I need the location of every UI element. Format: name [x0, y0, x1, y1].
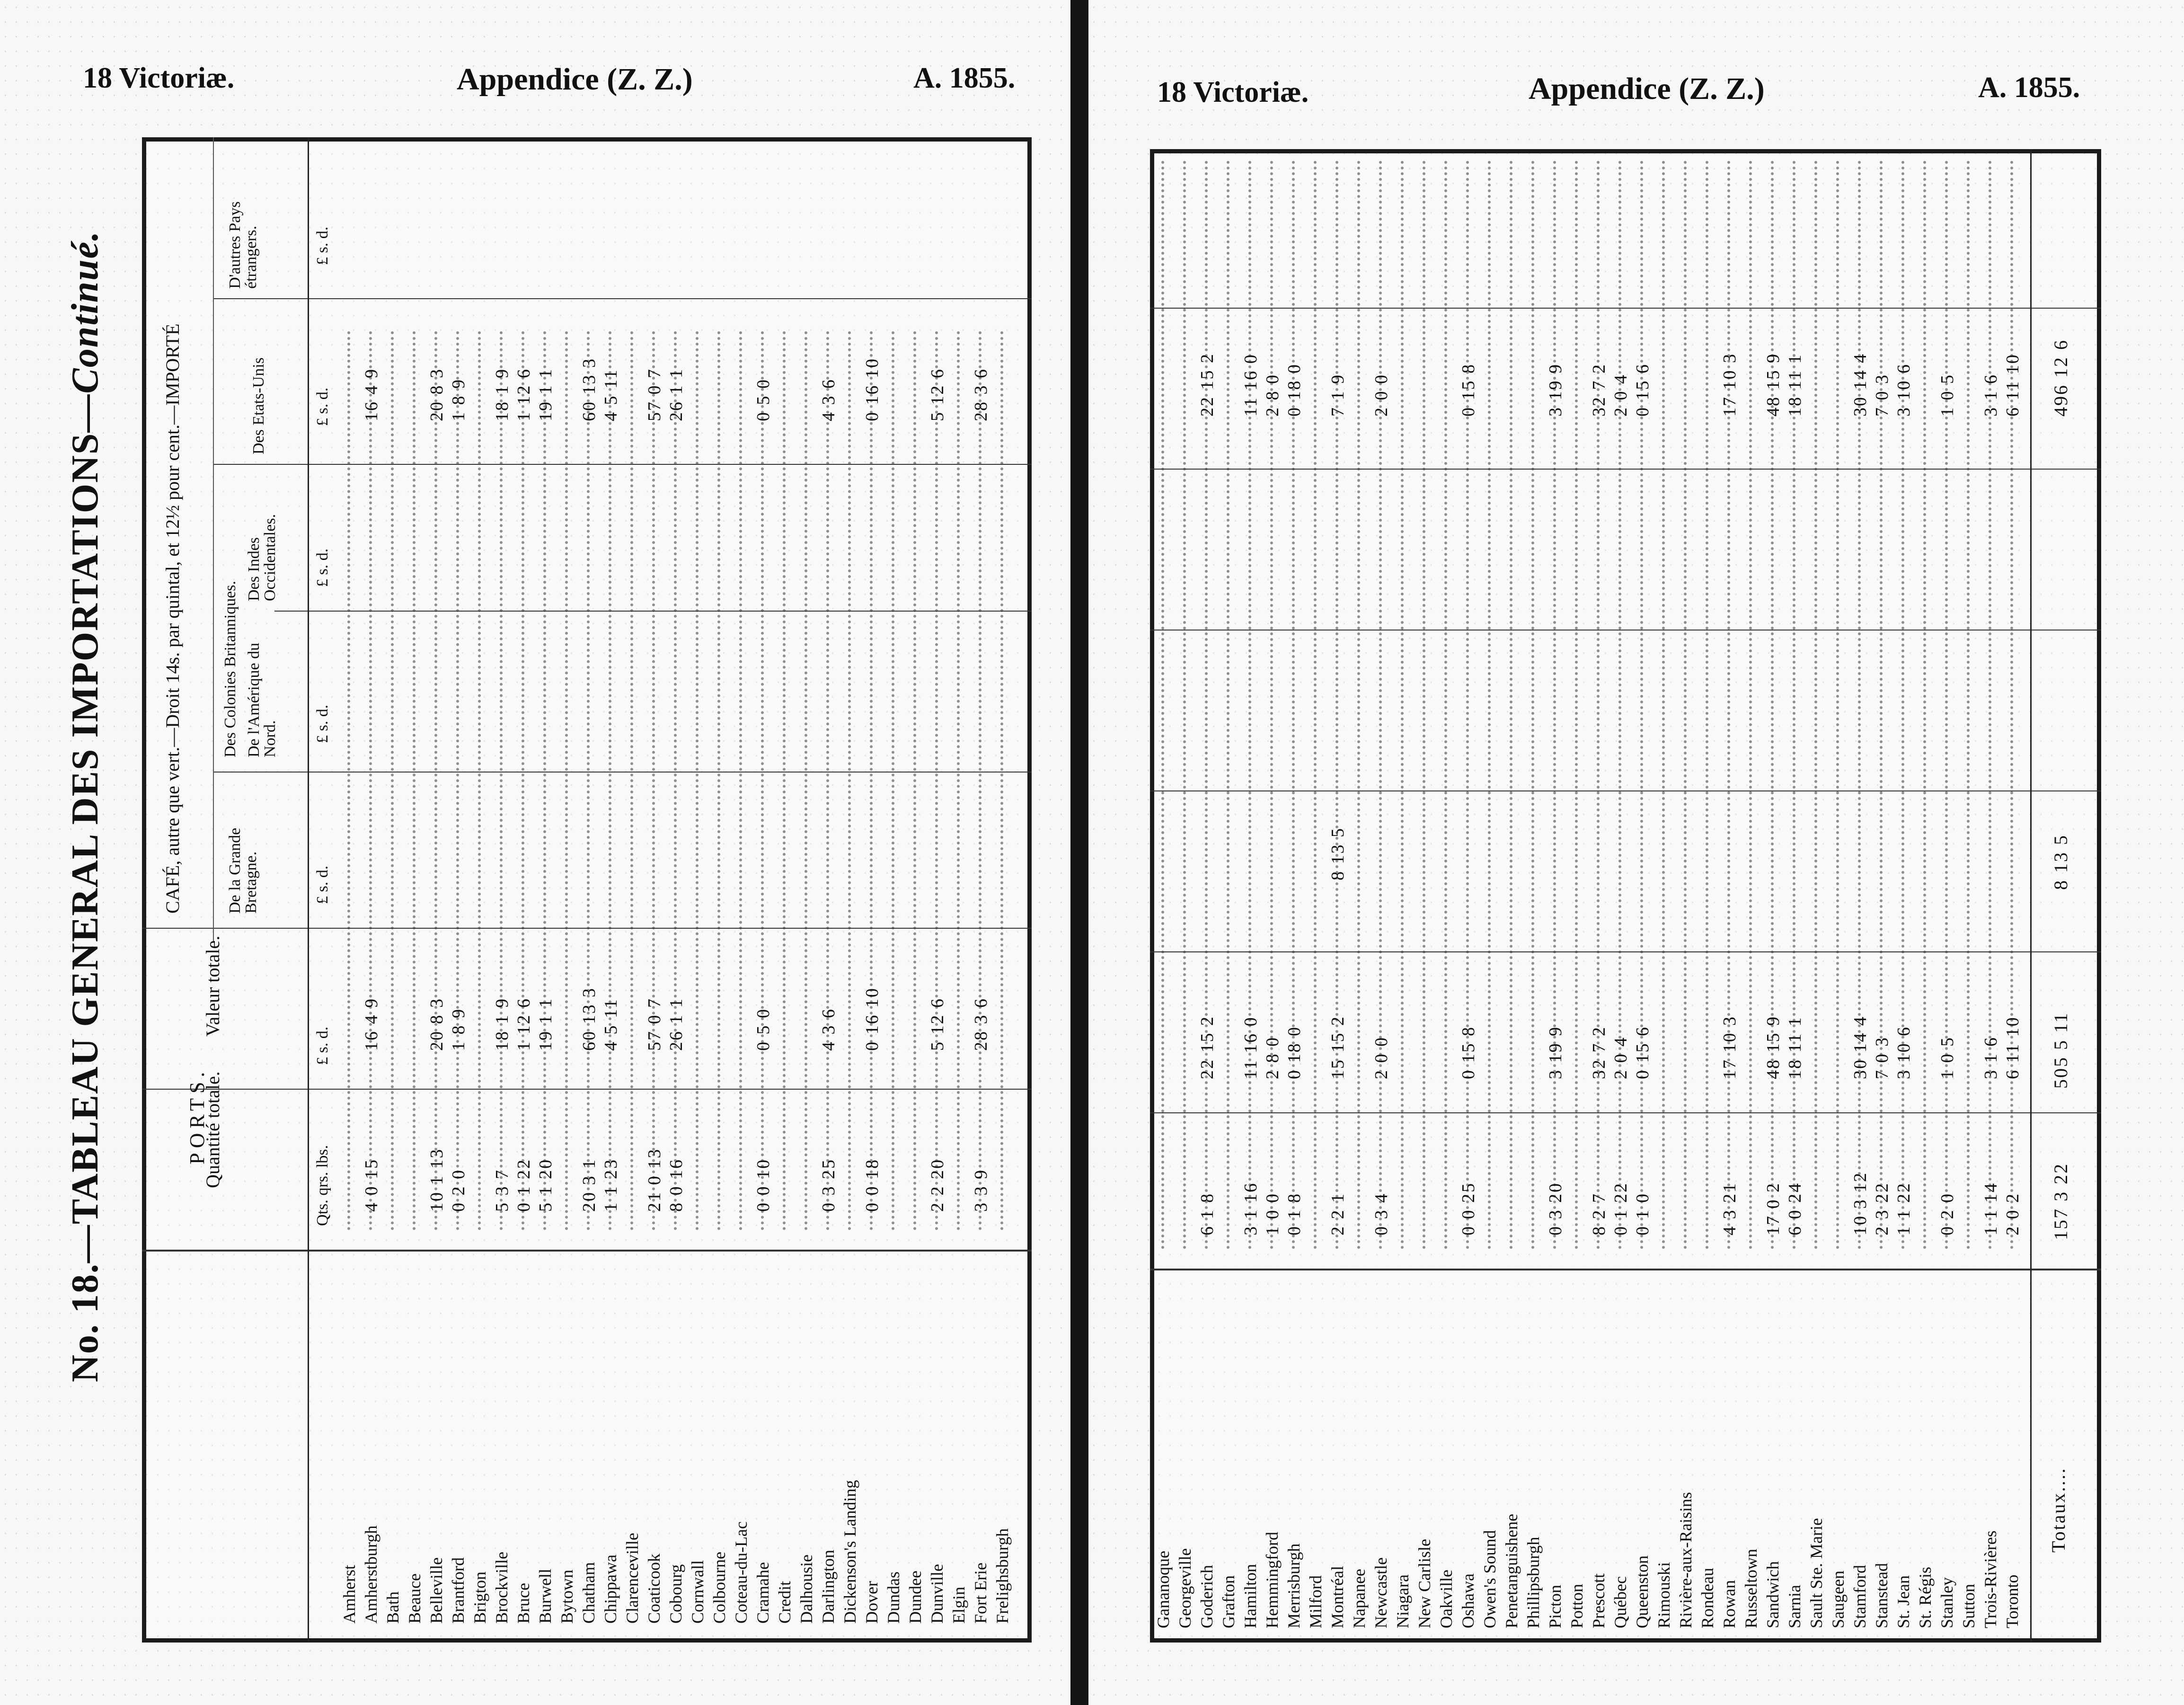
qty-cell: 17 0 2 [1763, 1182, 1783, 1235]
us-cell: 2 8 0 [1263, 373, 1282, 417]
amerique-header: De l'Amérique du Nord. [245, 642, 279, 757]
qty-cell: 4 0 15 [362, 1158, 381, 1212]
book-spine [1070, 0, 1088, 1705]
val-cell: 28 3 6 [971, 997, 991, 1051]
row-leader [1640, 161, 1643, 1250]
qty-cell: 2 2 1 [1328, 1192, 1348, 1235]
totals-label: Totaux.... [2048, 1467, 2069, 1553]
table-title [66, 231, 104, 1382]
row-leader [783, 331, 786, 1231]
row-leader [717, 331, 720, 1231]
port-name: Clarenceville [623, 1533, 642, 1624]
val-cell: 0 15 8 [1459, 1026, 1478, 1079]
qty-cell: 3 3 9 [971, 1169, 991, 1212]
row-leader [1553, 161, 1556, 1250]
gb-cell: 8 13 5 [1328, 827, 1348, 880]
val-cell: 18 11 1 [1785, 1016, 1805, 1079]
port-name: Phillipsburgh [1524, 1536, 1543, 1628]
indes-units-header: £ s. d. [314, 548, 331, 587]
header-band-line [308, 137, 309, 1643]
row-leader [1357, 161, 1360, 1250]
us-cell: 17 10 3 [1720, 353, 1740, 417]
row-leader [1771, 161, 1774, 1250]
row-leader [347, 331, 350, 1231]
header-center: Appendice (Z. Z.) [1529, 71, 1765, 106]
val-cell: 3 1 6 [1981, 1036, 2001, 1079]
port-name: Rimouski [1654, 1562, 1673, 1628]
row-leader [696, 331, 699, 1231]
qty-cell: 21 0 13 [645, 1148, 664, 1212]
title-continued: Continué. [64, 230, 106, 394]
port-name: Prescott [1589, 1573, 1608, 1628]
us-cell: 2 0 0 [1371, 373, 1391, 417]
port-name: Russeltown [1742, 1548, 1760, 1628]
us-cell: 22 15 2 [1197, 353, 1217, 417]
port-name: Colbourne [710, 1552, 729, 1624]
val-cell: 18 1 9 [492, 997, 512, 1051]
row-leader [1314, 161, 1317, 1250]
port-name: Newcastle [1371, 1557, 1390, 1628]
us-cell: 32 7 2 [1589, 363, 1609, 417]
port-name: Toronto [2003, 1574, 2022, 1628]
us-cell: 0 16 10 [862, 357, 882, 421]
row-leader [652, 331, 655, 1231]
val-cell: 0 5 0 [753, 1008, 773, 1051]
us-cell: 0 5 0 [753, 378, 773, 421]
port-name: Hamilton [1241, 1564, 1260, 1628]
autres-header: D'autres Pays étrangers. [226, 201, 260, 289]
row-leader [826, 331, 829, 1231]
port-name: Dover [862, 1581, 881, 1624]
left-page [0, 0, 1070, 1705]
qty-cell: 5 3 7 [492, 1169, 512, 1212]
val-units-header: £ s. d. [314, 1026, 331, 1065]
header-right: A. 1855. [1978, 71, 2080, 104]
val-cell: 17 10 3 [1720, 1015, 1740, 1079]
row-leader [913, 331, 916, 1231]
qty-cell: 0 1 8 [1284, 1192, 1304, 1235]
row-leader [1248, 161, 1251, 1250]
port-name: Amherst [340, 1565, 359, 1624]
port-name: Niagara [1393, 1574, 1412, 1628]
row-leader [434, 331, 437, 1231]
qty-cell: 2 2 20 [928, 1158, 947, 1212]
divider-ports [142, 1250, 1032, 1252]
row-leader [1706, 161, 1708, 1250]
qty-cell: 6 0 24 [1785, 1182, 1805, 1235]
port-name: Coteau-du-Lac [732, 1521, 751, 1624]
row-leader [1161, 161, 1164, 1250]
val-cell: 1 8 9 [449, 1008, 469, 1051]
row-leader [456, 331, 459, 1231]
qty-cell: 0 3 4 [1371, 1192, 1391, 1235]
port-name: Elgin [949, 1587, 968, 1624]
port-name: Bath [383, 1591, 402, 1624]
us-cell: 7 0 3 [1872, 373, 1892, 417]
port-name: Napanee [1350, 1569, 1369, 1628]
divider-gb [213, 772, 1032, 773]
val-cell: 15 15 2 [1328, 1015, 1348, 1079]
row-leader [609, 331, 611, 1231]
us-cell: 1 8 9 [449, 378, 469, 421]
val-cell: 26 1 1 [666, 997, 686, 1051]
row-leader [1466, 161, 1469, 1250]
port-name: Brigton [470, 1571, 489, 1624]
port-name: Montréal [1328, 1566, 1347, 1628]
divider-etats [213, 298, 1032, 299]
port-name: Trois-Rivières [1981, 1530, 2000, 1628]
us-cell: 19 1 1 [536, 368, 556, 421]
port-name: Chatham [579, 1562, 598, 1624]
header-right: A. 1855. [913, 62, 1016, 94]
port-name: Rondeau [1698, 1568, 1717, 1628]
row-leader [1205, 161, 1208, 1250]
val-cell: 57 0 7 [645, 997, 664, 1051]
us-cell: 1 12 6 [514, 368, 534, 421]
port-name: Brantford [449, 1557, 468, 1624]
row-leader [543, 331, 546, 1231]
row-leader [1335, 161, 1338, 1250]
us-cell: 4 5 11 [601, 368, 621, 421]
right-page [1088, 0, 2184, 1705]
val-cell: 2 0 0 [1371, 1036, 1391, 1079]
qty-cell: 20 3 1 [579, 1158, 599, 1212]
us-cell: 3 19 9 [1546, 363, 1565, 417]
us-cell: 0 18 0 [1284, 363, 1304, 417]
amerique-units-header: £ s. d. [314, 704, 331, 743]
us-cell: 20 8 3 [427, 368, 447, 421]
row-leader [1423, 161, 1425, 1250]
val-cell: 11 16 0 [1241, 1016, 1261, 1079]
qty-cell: 10 1 13 [427, 1148, 447, 1212]
row-leader [478, 331, 481, 1231]
row-leader [1727, 161, 1730, 1250]
us-cell: 6 11 10 [2003, 353, 2023, 417]
divider-indes [213, 464, 1032, 465]
us-cell: 3 1 6 [1981, 373, 2001, 417]
row-leader [892, 331, 894, 1231]
row-leader [1575, 161, 1578, 1250]
qty-cell: 3 1 16 [1241, 1182, 1261, 1235]
row-leader [1858, 161, 1861, 1250]
val-cell: 0 18 0 [1284, 1026, 1304, 1079]
gb-units-header: £ s. d. [314, 865, 331, 904]
row-leader [1510, 161, 1512, 1250]
port-name: Picton [1546, 1584, 1565, 1628]
qty-cell: 0 0 25 [1459, 1182, 1478, 1235]
port-name: Dickenson's Landing [840, 1480, 859, 1624]
qty-cell: 1 1 23 [601, 1158, 621, 1212]
row-leader [1814, 161, 1817, 1250]
cafe-header: CAFÉ, autre que vert.—Droit 14s. par quintal, et 12½ pour cent.—IMPORTÉ [162, 323, 183, 914]
row-leader [1401, 161, 1404, 1250]
qty-cell: 0 2 0 [449, 1169, 469, 1212]
us-cell: 16 4 9 [362, 368, 381, 421]
port-name: Sarnia [1785, 1585, 1804, 1628]
row-leader [674, 331, 677, 1231]
row-leader [1749, 161, 1752, 1250]
us-cell: 48 15 9 [1763, 353, 1783, 417]
valeur-header: Valeur totale. [202, 935, 223, 1037]
port-name: Rivière-aux-Raisins [1676, 1492, 1695, 1628]
port-name: Potton [1567, 1583, 1586, 1628]
header-left: 18 Victoriæ. [1157, 76, 1309, 108]
port-name: Dunville [928, 1564, 946, 1624]
qty-cell: 2 0 2 [2003, 1192, 2023, 1235]
port-name: Owen's Sound [1480, 1530, 1499, 1628]
val-cell: 60 13 3 [579, 987, 599, 1051]
val-cell: 22 15 2 [1197, 1015, 1217, 1079]
us-cell: 57 0 7 [645, 368, 664, 421]
us-cell: 28 3 6 [971, 368, 991, 421]
val-cell: 1 12 6 [514, 997, 534, 1051]
row-leader [391, 331, 394, 1231]
qty-cell: 0 1 0 [1633, 1192, 1653, 1235]
qty-cell: 8 2 7 [1589, 1192, 1609, 1235]
val-cell: 30 14 4 [1850, 1015, 1870, 1079]
qty-units-header: Qts. qrs. lbs. [314, 1145, 331, 1226]
row-leader [1227, 161, 1229, 1250]
row-leader [739, 331, 742, 1231]
qty-cell: 0 3 20 [1546, 1182, 1565, 1235]
port-name: Québec [1611, 1576, 1630, 1628]
autres-units-header: £ s. d. [314, 226, 331, 265]
row-leader [2010, 161, 2013, 1250]
quantite-header: Quantité totale. [202, 1071, 223, 1188]
us-cell: 3 10 6 [1894, 363, 1914, 417]
qty-cell: 0 3 25 [819, 1158, 839, 1212]
us-cell: 5 12 6 [928, 368, 947, 421]
port-name: Credit [775, 1581, 794, 1624]
val-cell: 2 8 0 [1263, 1036, 1282, 1079]
row-leader [1444, 161, 1447, 1250]
val-cell: 3 10 6 [1894, 1026, 1914, 1079]
port-name: Bytown [557, 1569, 576, 1624]
colonies-header: Des Colonies Britanniques. [221, 580, 239, 757]
port-name: Dalhousie [797, 1554, 816, 1624]
row-leader [1379, 161, 1382, 1250]
val-cell: 19 1 1 [536, 997, 556, 1051]
port-name: Sandwich [1763, 1561, 1782, 1628]
row-leader [1183, 161, 1186, 1250]
us-cell: 2 0 4 [1611, 373, 1631, 417]
port-name: Hemmingford [1263, 1532, 1282, 1628]
row-leader [369, 331, 372, 1231]
row-leader [1793, 161, 1795, 1250]
header-center: Appendice (Z. Z.) [457, 62, 693, 97]
qty-cell: 6 1 8 [1197, 1192, 1217, 1235]
us-cell: 30 14 4 [1850, 353, 1870, 417]
row-leader [1270, 161, 1273, 1250]
us-cell: 11 16 0 [1241, 353, 1261, 417]
qty-cell: 0 1 22 [514, 1158, 534, 1212]
port-name: Saugeen [1829, 1571, 1848, 1628]
port-name: Cornwall [688, 1560, 707, 1624]
totals-label-text: Totaux [2048, 1492, 2069, 1553]
val-cell: 0 15 6 [1633, 1026, 1653, 1079]
port-name: Sault Ste. Marie [1807, 1518, 1826, 1628]
val-cell: 16 4 9 [362, 997, 381, 1051]
indes-header: Des Indes Occidentales. [245, 514, 279, 601]
us-cell: 18 11 1 [1785, 353, 1805, 417]
ports-header: PORTS. [186, 1067, 209, 1164]
row-leader [1901, 161, 1904, 1250]
row-leader [1923, 161, 1926, 1250]
row-leader [1531, 161, 1534, 1250]
row-leader [979, 331, 981, 1231]
port-name: Merrisburgh [1284, 1543, 1303, 1628]
row-leader [1967, 161, 1970, 1250]
port-name: Goderich [1197, 1565, 1216, 1628]
row-leader [1000, 331, 1003, 1231]
port-name: Stanley [1937, 1577, 1956, 1628]
row-leader [522, 331, 524, 1231]
port-name: Bruce [514, 1583, 533, 1624]
val-cell: 5 12 6 [928, 997, 947, 1051]
us-cell: 0 15 6 [1633, 363, 1653, 417]
row-leader [413, 331, 416, 1231]
us-cell: 26 1 1 [666, 368, 686, 421]
row-leader [1618, 161, 1621, 1250]
port-name: Beauce [405, 1573, 424, 1624]
cafe-header-line [213, 137, 214, 942]
row-leader [1880, 161, 1883, 1250]
divider-ports [1150, 1269, 2101, 1270]
port-name: Frelighsburgh [993, 1528, 1012, 1624]
row-leader [500, 331, 503, 1231]
totals-line [2030, 149, 2032, 1643]
qty-cell: 4 3 21 [1720, 1182, 1740, 1235]
row-leader [1836, 161, 1839, 1250]
row-leader [848, 331, 851, 1231]
row-leader [935, 331, 938, 1231]
totals-val: 505 5 11 [2050, 1012, 2071, 1089]
port-name: Fort Erie [971, 1563, 990, 1624]
port-name: Sutton [1959, 1583, 1978, 1628]
port-name: Oshawa [1459, 1573, 1477, 1628]
port-name: Stamford [1850, 1565, 1869, 1628]
port-name: Gananoque [1154, 1551, 1173, 1628]
us-cell: 60 13 3 [579, 357, 599, 421]
val-cell: 20 8 3 [427, 997, 447, 1051]
port-name: Amherstburgh [362, 1525, 380, 1624]
val-cell: 48 15 9 [1763, 1015, 1783, 1079]
val-cell: 32 7 2 [1589, 1026, 1609, 1079]
row-leader [870, 331, 873, 1231]
qty-cell: 5 1 20 [536, 1158, 556, 1212]
port-name: Queenston [1633, 1555, 1652, 1628]
row-leader [587, 331, 590, 1231]
port-name: Dundee [906, 1571, 925, 1624]
port-name: Oakville [1437, 1570, 1456, 1628]
port-name: Dundas [884, 1572, 903, 1624]
qty-cell: 2 3 22 [1872, 1182, 1892, 1235]
port-name: New Carlisle [1415, 1539, 1434, 1628]
qty-cell: 1 1 22 [1894, 1182, 1914, 1235]
etats-units-header: £ s. d. [314, 387, 331, 426]
us-cell: 1 0 5 [1937, 373, 1957, 417]
port-name: St. Régis [1916, 1566, 1935, 1628]
qty-cell: 0 1 22 [1611, 1182, 1631, 1235]
us-cell: 4 3 6 [819, 378, 839, 421]
port-name: Darlington [819, 1550, 838, 1624]
totals-gb: 8 13 5 [2050, 834, 2071, 890]
row-leader [565, 331, 568, 1231]
port-name: Georgeville [1176, 1548, 1194, 1628]
port-name: Burwell [536, 1569, 555, 1624]
row-leader [805, 331, 807, 1231]
val-cell: 4 5 11 [601, 998, 621, 1051]
row-leader [1989, 161, 1991, 1250]
title-main: No. 18.—TABLEAU GENERAL DES IMPORTATIONS— [64, 393, 106, 1382]
header-left: 18 Victoriæ. [83, 62, 235, 94]
port-name: Rowan [1720, 1580, 1739, 1628]
qty-cell: 0 0 18 [862, 1158, 882, 1212]
qty-cell: 0 2 0 [1937, 1192, 1957, 1235]
row-leader [630, 331, 633, 1231]
us-cell: 0 15 8 [1459, 363, 1478, 417]
val-cell: 4 3 6 [819, 1008, 839, 1051]
port-name: Stanstead [1872, 1563, 1891, 1628]
port-name: Cobourg [666, 1564, 685, 1624]
val-cell: 2 0 4 [1611, 1036, 1631, 1079]
val-cell: 0 16 10 [862, 987, 882, 1051]
totals-qty: 157 3 22 [2050, 1163, 2071, 1240]
port-name: Brockville [492, 1552, 511, 1624]
qty-cell: 1 0 0 [1263, 1192, 1282, 1235]
row-leader [1488, 161, 1491, 1250]
port-name: Coaticook [645, 1554, 663, 1624]
port-name: Chippawa [601, 1554, 620, 1624]
qty-cell: 0 0 10 [753, 1158, 773, 1212]
port-name: Penetanguishene [1502, 1514, 1521, 1628]
val-cell: 3 19 9 [1546, 1026, 1565, 1079]
row-leader [1684, 161, 1687, 1250]
row-leader [957, 331, 960, 1231]
etats-header: Des Etats-Unis [250, 357, 267, 454]
port-name: Belleville [427, 1557, 446, 1624]
row-leader [761, 331, 764, 1231]
row-leader [1945, 161, 1948, 1250]
port-name: Milford [1306, 1575, 1325, 1628]
row-leader [1662, 161, 1665, 1250]
us-cell: 7 1 9 [1328, 373, 1348, 417]
val-cell: 6 11 10 [2003, 1016, 2023, 1079]
row-leader [1292, 161, 1295, 1250]
qty-cell: 8 0 16 [666, 1158, 686, 1212]
totals-us: 496 12 6 [2050, 339, 2071, 417]
gb-header: De la Grande Bretagne. [226, 827, 260, 914]
row-leader [1597, 161, 1600, 1250]
port-name: St. Jean [1894, 1575, 1913, 1628]
val-cell: 7 0 3 [1872, 1036, 1892, 1079]
port-name: Grafton [1219, 1575, 1238, 1628]
qty-cell: 10 3 12 [1850, 1172, 1870, 1235]
us-cell: 18 1 9 [492, 368, 512, 421]
qty-cell: 1 1 14 [1981, 1182, 2001, 1235]
val-cell: 1 0 5 [1937, 1036, 1957, 1079]
port-name: Cramahe [753, 1562, 772, 1624]
